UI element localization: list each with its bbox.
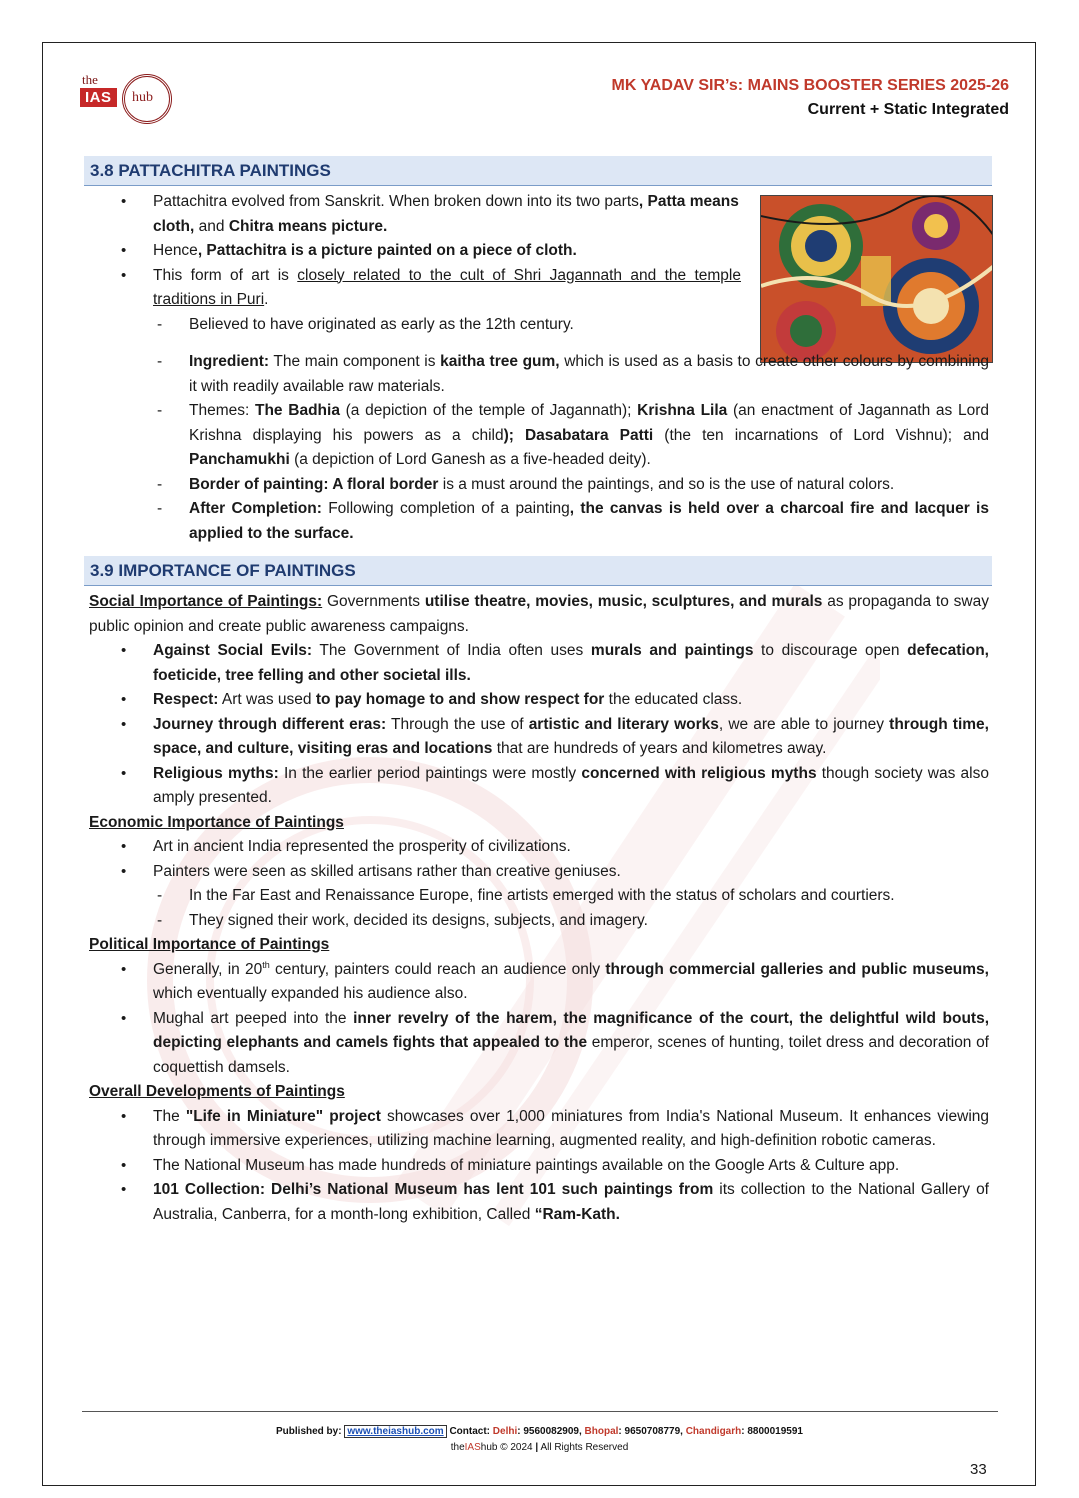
list-item: • Religious myths: In the earlier period paintings were mostly concerned with religious myths though society was also amply presented. — [89, 762, 989, 811]
social-importance-paragraph: Social Importance of Paintings: Governments utilise theatre, movies, music, sculptures, and murals as propaganda to sway public opinion and create public awareness campaigns. — [89, 593, 989, 635]
header-subtitle: Current + Static Integrated — [807, 101, 1009, 118]
list-item: • Hence, Pattachitra is a picture painted on a piece of cloth. — [89, 239, 741, 264]
footer-published: Published by: www.theiashub.com Contact: Delhi: 9560082909, Bhopal: 9650708779, Chandigarh: 8800019591 — [276, 1426, 803, 1437]
logo-ias-text: IAS — [80, 88, 117, 107]
list-item: • Generally, in 20th century, painters could reach an audience only through commercial galleries and public museums, which eventually expanded his audience also. — [89, 958, 989, 1007]
list-item: • The "Life in Miniature" project showcases over 1,000 miniatures from India's National Museum. It enhances viewing through immersive experiences, utilizing machine learning, augmented reality, and high-definition robotic cameras. — [89, 1105, 989, 1154]
sub-list-item: - After Completion: Following completion of a painting, the canvas is held over a charcoal fire and lacquer is applied to the surface. — [89, 497, 989, 546]
list-item: • Journey through different eras: Through the use of artistic and literary works, we are able to journey through time, space, and culture, visiting eras and locations that are hundreds of years and kilometres away. — [89, 713, 989, 762]
list-item: • Mughal art peeped into the inner revelry of the harem, the magnificance of the court, the delightful wild bouts, depicting elephants and camels fights that appealed to the emperor, scenes of hunting, toilet dress and decoration of coquettish damsels. — [89, 1007, 989, 1081]
footer-divider — [82, 1411, 998, 1412]
website-link[interactable]: www.theiashub.com — [344, 1425, 446, 1438]
pattachitra-list-bottom — [89, 350, 989, 546]
economic-importance-heading: Economic Importance of Paintings — [89, 813, 344, 831]
sub-list-item: - Themes: The Badhia (a depiction of the temple of Jagannath); Krishna Lila (an enactment of Jagannath as Lord Krishna displaying his powers as a child); Dasabatara Patti (the ten incarnations of Lord Vishnu); and Panchamukhi (a depiction of Lord Ganesh as a five-headed deity). — [89, 399, 989, 473]
list-item: • The National Museum has made hundreds of miniature paintings available on the Google Arts & Culture app. — [89, 1154, 989, 1179]
importance-content — [89, 590, 989, 1227]
page-number: 33 — [970, 1461, 987, 1478]
section-heading-importance: 3.9 IMPORTANCE OF PAINTINGS — [84, 556, 992, 586]
list-item: • Against Social Evils: The Government of India often uses murals and paintings to discourage open defecation, foeticide, tree felling and other societal ills. — [89, 639, 989, 688]
list-item: • This form of art is closely related to the cult of Shri Jagannath and the temple traditions in Puri. — [89, 264, 741, 313]
section-heading-pattachitra: 3.8 PATTACHITRA PAINTINGS — [84, 156, 992, 186]
footer-copyright: theIAShub © 2024 | All Rights Reserved — [450, 1442, 629, 1453]
list-item: • Pattachitra evolved from Sanskrit. When broken down into its two parts, Patta means cloth, and Chitra means picture. — [89, 190, 741, 239]
pattachitra-painting-image — [760, 195, 993, 363]
logo-hub-text: hub — [132, 90, 153, 105]
header-title: MK YADAV SIR’s: MAINS BOOSTER SERIES 2025-26 — [611, 77, 1009, 94]
list-item: • Art in ancient India represented the prosperity of civilizations. — [89, 835, 989, 860]
political-importance-heading: Political Importance of Paintings — [89, 936, 330, 953]
sub-list-item: - Border of painting: A floral border is a must around the paintings, and so is the use of natural colors. — [89, 473, 989, 498]
overall-developments-heading: Overall Developments of Paintings — [89, 1083, 345, 1100]
sub-list-item: - Ingredient: The main component is kaitha tree gum, which is used as a basis to create other colours by combining it with readily available raw materials. — [89, 350, 989, 399]
logo-the-text: the — [82, 72, 98, 87]
list-item: • Painters were seen as skilled artisans rather than creative geniuses. — [89, 860, 989, 885]
iashub-logo — [80, 70, 176, 130]
sub-list-item: - They signed their work, decided its designs, subjects, and imagery. — [89, 909, 989, 934]
list-item: • 101 Collection: Delhi’s National Museum has lent 101 such paintings from its collection to the National Gallery of Australia, Canberra, for a month-long exhibition, Called “Ram-Kath. — [89, 1178, 989, 1227]
sub-list-item: - Believed to have originated as early as the 12th century. — [89, 313, 741, 338]
sub-list-item: - In the Far East and Renaissance Europe, fine artists emerged with the status of scholars and courtiers. — [89, 884, 989, 909]
pattachitra-list-top — [89, 190, 741, 337]
list-item: • Respect: Art was used to pay homage to and show respect for the educated class. — [89, 688, 989, 713]
